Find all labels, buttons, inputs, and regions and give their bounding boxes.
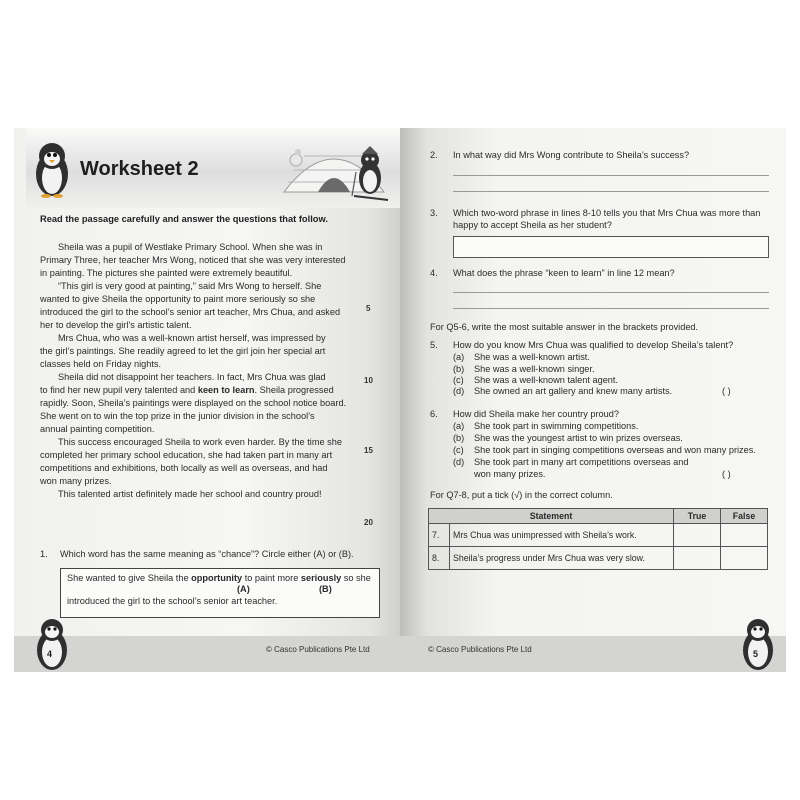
false-cell[interactable] (721, 524, 768, 547)
answer-line-q4[interactable] (453, 308, 769, 309)
option-a-label: (A) (237, 584, 250, 594)
question-6-text: How did Sheila make her country proud? (453, 409, 619, 419)
q5-option-text: She was a well-known talent agent. (474, 375, 619, 385)
q5-6-instruction: For Q5-6, write the most suitable answer in the brackets provided. (430, 322, 699, 332)
q6-option-text: She took part in singing competitions overseas and won many prizes. (474, 445, 756, 455)
true-cell[interactable] (674, 524, 721, 547)
passage-text: . Sheila progressed (254, 385, 334, 395)
passage-line: competitions and exhibitions, both locally as well as overseas, and had (40, 463, 328, 473)
q5-option-label: (d) (453, 386, 465, 396)
line-number: 5 (366, 304, 371, 313)
false-cell[interactable] (721, 547, 768, 570)
true-cell[interactable] (674, 547, 721, 570)
bleed-through-text (414, 136, 417, 149)
passage-line: This success encouraged Sheila to work even harder. By the time she (58, 437, 342, 447)
page-number: 4 (47, 649, 53, 659)
penguin-page-marker (32, 616, 72, 672)
instruction-text: Read the passage carefully and answer the questions that follow. (40, 214, 328, 224)
passage-line: in painting. The pictures she painted were extremely beautiful. (40, 268, 293, 278)
column-header-true: True (674, 509, 721, 524)
penguin-page-marker (738, 616, 778, 672)
passage-line: This talented artist definitely made her school and country proud! (58, 489, 322, 499)
question-1-text: Which word has the same meaning as “chance”? Circle either (A) or (B). (60, 549, 354, 559)
answer-box-q3[interactable] (453, 236, 769, 258)
q1-box-text: to paint more (242, 573, 301, 583)
word-b-seriously[interactable]: seriously (300, 573, 342, 583)
word-a-opportunity[interactable]: opportunity (191, 573, 243, 583)
penguin-illustration (28, 138, 76, 200)
passage-line: the girl’s paintings. She readily agreed to let the girl join her special art (40, 346, 326, 356)
question-5-text: How do you know Mrs Chua was qualified to develop Sheila’s talent? (453, 340, 734, 350)
answer-bracket-q5[interactable]: ( ) (722, 386, 731, 396)
question-4-text: What does the phrase “keen to learn” in line 12 mean? (453, 268, 675, 278)
passage-line: “This girl is very good at painting,” said Mrs Wong to herself. She (58, 281, 322, 291)
q1-box-line-2: introduced the girl to the school’s senior art teacher. (67, 596, 278, 606)
footer-copyright: © Casco Publications Pte Ltd (428, 645, 532, 654)
passage-line: rapidly. Soon, Sheila’s paintings were displayed on the school notice board. (40, 398, 347, 408)
page-number: 5 (753, 649, 759, 659)
footer-copyright: © Casco Publications Pte Ltd (266, 645, 370, 654)
answer-bracket-q6[interactable]: ( ) (722, 469, 731, 479)
keen-to-learn-phrase: keen to learn (197, 385, 255, 395)
q5-option-text: She was a well-known artist. (474, 352, 590, 362)
line-number: 20 (364, 518, 373, 527)
q5-option-text: She was a well-known singer. (474, 364, 595, 374)
passage-line: Mrs Chua, who was a well-known artist herself, was impressed by (58, 333, 326, 343)
passage-line: her to develop the girl’s artistic talent. (40, 320, 192, 330)
answer-line-q2[interactable] (453, 175, 769, 176)
q7-8-instruction: For Q7-8, put a tick (√) in the correct column. (430, 490, 613, 500)
row-statement: Mrs Chua was unimpressed with Sheila’s work. (450, 524, 674, 547)
question-4-number: 4. (430, 268, 438, 278)
q5-option-text: She owned an art gallery and knew many artists. (474, 386, 673, 396)
option-b-label: (B) (319, 584, 332, 594)
answer-line-q2[interactable] (453, 191, 769, 192)
question-1-number: 1. (40, 549, 48, 559)
row-number: 7. (429, 524, 450, 547)
passage-text: to find her new pupil very talented and (40, 385, 198, 395)
q6-option-label: (c) (453, 445, 464, 455)
q6-option-text: She took part in many art competitions overseas and (474, 457, 689, 467)
question-3-number: 3. (430, 208, 438, 218)
left-page (14, 128, 400, 672)
row-statement: Sheila’s progress under Mrs Chua was very slow. (450, 547, 674, 570)
column-header-false: False (721, 509, 768, 524)
q5-option-label: (b) (453, 364, 465, 374)
table-header-row (429, 509, 768, 524)
q5-option-label: (c) (453, 375, 464, 385)
passage-line: wanted to give Sheila the opportunity to paint more seriously so she (40, 294, 316, 304)
passage-line: completed her primary school education, she had taken part in many art (40, 450, 333, 460)
q1-box-text: so she (341, 573, 371, 583)
question-1-box (60, 568, 380, 618)
question-2-text: In what way did Mrs Wong contribute to Sheila’s success? (453, 150, 690, 160)
passage-line: Sheila did not disappoint her teachers. In fact, Mrs Chua was glad (58, 372, 326, 382)
passage-line: Primary Three, her teacher Mrs Wong, noticed that she was very interested (40, 255, 346, 265)
answer-line-q4[interactable] (453, 292, 769, 293)
skiing-penguin-illustration (348, 146, 392, 204)
passage-line: She went on to win the top prize in the junior division in the school’s (40, 411, 315, 421)
q6-option-label: (a) (453, 421, 465, 431)
q6-option-label: (b) (453, 433, 465, 443)
passage-line: introduced the girl to the school’s senior art teacher, Mrs Chua, and asked (40, 307, 341, 317)
q1-box-text: She wanted to give Sheila the (67, 573, 192, 583)
line-number: 10 (364, 376, 373, 385)
passage-line: annual painting competition. (40, 424, 155, 434)
q6-option-label: (d) (453, 457, 465, 467)
q5-option-label: (a) (453, 352, 465, 362)
row-number: 8. (429, 547, 450, 570)
question-3-text: Which two-word phrase in lines 8-10 tells you that Mrs Chua was more than (453, 208, 761, 218)
footer-band (400, 636, 786, 672)
passage-line: Sheila was a pupil of Westlake Primary School. When she was in (58, 242, 323, 252)
column-header-statement: Statement (429, 509, 674, 524)
question-2-number: 2. (430, 150, 438, 160)
table-row (429, 524, 768, 547)
question-6-number: 6. (430, 409, 438, 419)
open-workbook (14, 128, 786, 672)
passage-line: won many prizes. (40, 476, 112, 486)
q6-option-text: won many prizes. (474, 469, 546, 479)
question-3-text: happy to accept Sheila as her student? (453, 220, 612, 230)
passage-line: classes held on Friday nights. (40, 359, 162, 369)
q6-option-text: She took part in swimming competitions. (474, 421, 639, 431)
true-false-table (428, 508, 768, 570)
question-5-number: 5. (430, 340, 438, 350)
passage-line (40, 385, 334, 397)
line-number: 15 (364, 446, 373, 455)
q6-option-text: She was the youngest artist to win prizes overseas. (474, 433, 683, 443)
table-row (429, 547, 768, 570)
q1-box-line-1 (67, 573, 371, 585)
right-page (400, 128, 786, 672)
worksheet-title: Worksheet 2 (80, 158, 199, 180)
